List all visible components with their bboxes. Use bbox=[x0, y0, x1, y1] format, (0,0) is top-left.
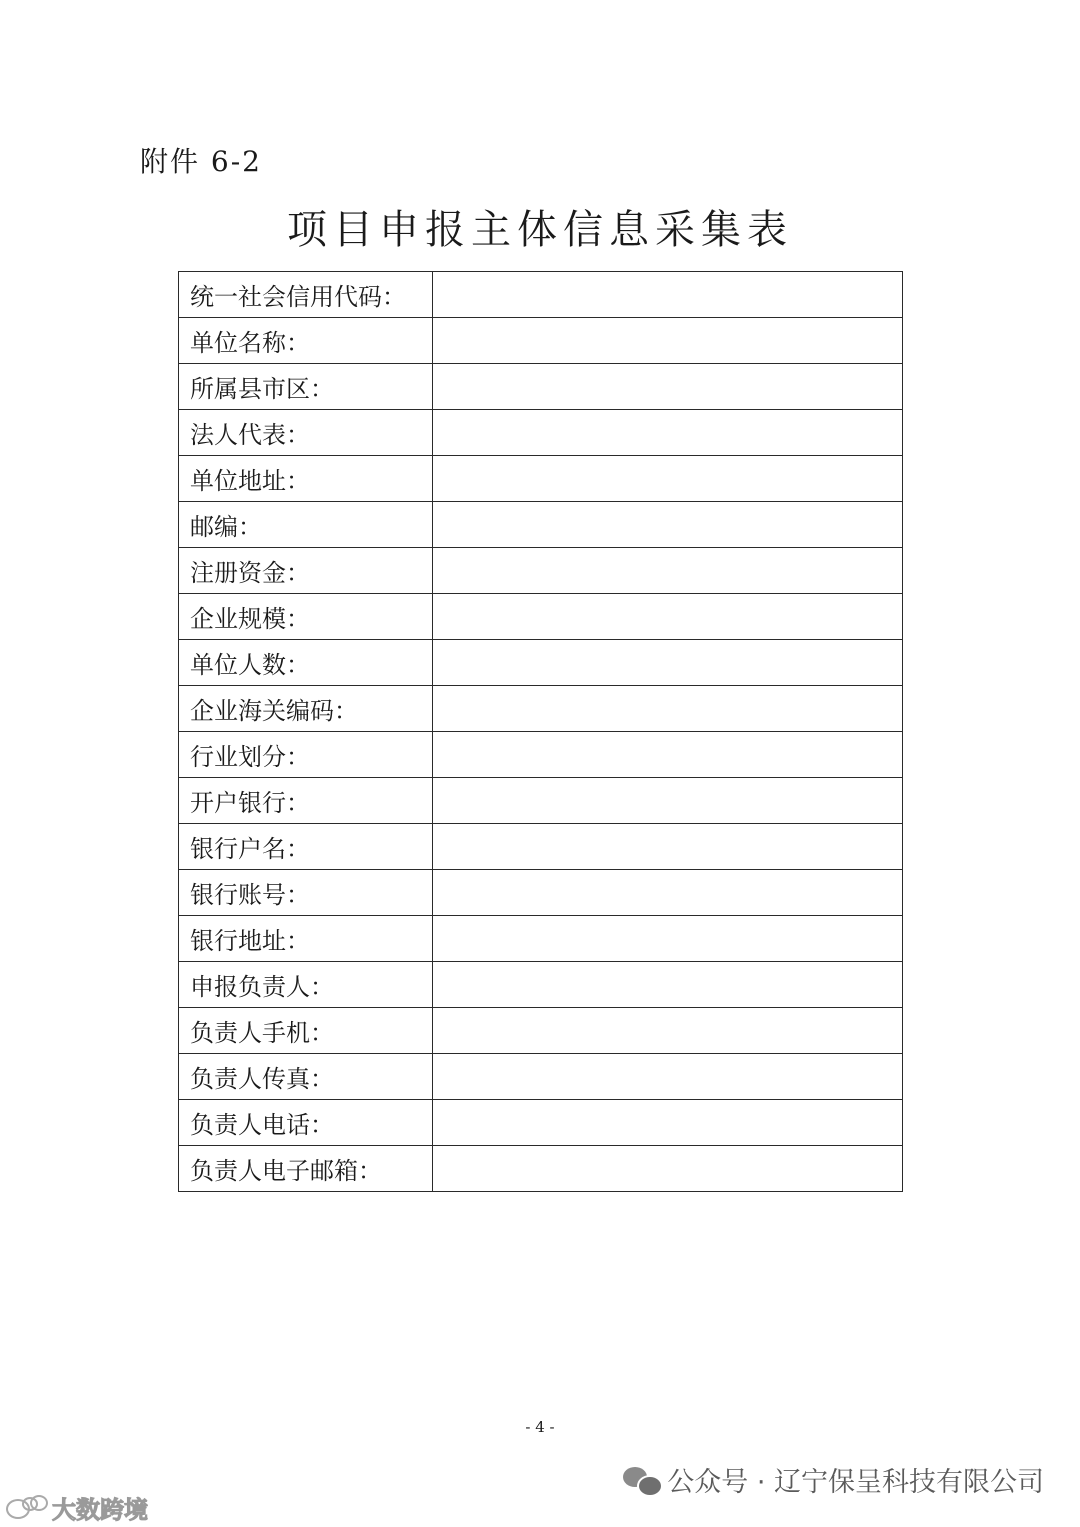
field-value[interactable] bbox=[433, 410, 903, 456]
form-row bbox=[179, 318, 903, 364]
field-value[interactable] bbox=[433, 272, 903, 318]
field-value[interactable] bbox=[433, 456, 903, 502]
field-value[interactable] bbox=[433, 916, 903, 962]
field-label: 申报负责人： bbox=[179, 962, 433, 1008]
form-row bbox=[179, 870, 903, 916]
form-row bbox=[179, 778, 903, 824]
watermark-wechat-text: 公众号 · 辽宁保呈科技有限公司 bbox=[667, 1467, 1044, 1498]
field-label: 邮编： bbox=[179, 502, 433, 548]
watermark-wechat bbox=[623, 1460, 1044, 1499]
field-label: 企业规模： bbox=[179, 594, 433, 640]
form-row bbox=[179, 456, 903, 502]
watermark-brand-text: 大数跨境 bbox=[52, 1496, 148, 1524]
document-title: 项目申报主体信息采集表 bbox=[287, 207, 793, 253]
field-value[interactable] bbox=[433, 870, 903, 916]
field-label: 注册资金： bbox=[179, 548, 433, 594]
form-row bbox=[179, 548, 903, 594]
field-label: 企业海关编码： bbox=[179, 686, 433, 732]
field-label: 单位地址： bbox=[179, 456, 433, 502]
field-label: 单位人数： bbox=[179, 640, 433, 686]
field-value[interactable] bbox=[433, 1054, 903, 1100]
form-row bbox=[179, 1054, 903, 1100]
form-row bbox=[179, 1100, 903, 1146]
form-row bbox=[179, 916, 903, 962]
field-label: 负责人手机： bbox=[179, 1008, 433, 1054]
field-label: 银行地址： bbox=[179, 916, 433, 962]
field-value[interactable] bbox=[433, 548, 903, 594]
field-label: 单位名称： bbox=[179, 318, 433, 364]
field-label: 法人代表： bbox=[179, 410, 433, 456]
form-row bbox=[179, 824, 903, 870]
form-row bbox=[179, 640, 903, 686]
page-number: - 4 - bbox=[525, 1418, 555, 1436]
field-value[interactable] bbox=[433, 318, 903, 364]
weibo-icon bbox=[4, 1495, 48, 1521]
info-form-table bbox=[178, 271, 903, 1192]
field-value[interactable] bbox=[433, 1100, 903, 1146]
field-label: 负责人电话： bbox=[179, 1100, 433, 1146]
form-row bbox=[179, 1008, 903, 1054]
field-value[interactable] bbox=[433, 962, 903, 1008]
form-row bbox=[179, 686, 903, 732]
field-value[interactable] bbox=[433, 1008, 903, 1054]
field-label: 负责人传真： bbox=[179, 1054, 433, 1100]
field-value[interactable] bbox=[433, 824, 903, 870]
field-value[interactable] bbox=[433, 1146, 903, 1192]
form-row bbox=[179, 272, 903, 318]
field-value[interactable] bbox=[433, 686, 903, 732]
form-row bbox=[179, 732, 903, 778]
form-row bbox=[179, 502, 903, 548]
wechat-icon bbox=[623, 1465, 661, 1495]
form-row bbox=[179, 410, 903, 456]
form-row bbox=[179, 364, 903, 410]
attachment-label: 附件 6-2 bbox=[140, 145, 262, 178]
field-label: 所属县市区： bbox=[179, 364, 433, 410]
form-row bbox=[179, 594, 903, 640]
form-row bbox=[179, 962, 903, 1008]
field-value[interactable] bbox=[433, 732, 903, 778]
field-value[interactable] bbox=[433, 594, 903, 640]
field-label: 行业划分： bbox=[179, 732, 433, 778]
field-value[interactable] bbox=[433, 364, 903, 410]
field-value[interactable] bbox=[433, 502, 903, 548]
field-value[interactable] bbox=[433, 640, 903, 686]
watermark-brand bbox=[4, 1490, 148, 1525]
field-label: 统一社会信用代码： bbox=[179, 272, 433, 318]
field-label: 负责人电子邮箱： bbox=[179, 1146, 433, 1192]
field-label: 银行账号： bbox=[179, 870, 433, 916]
field-label: 银行户名： bbox=[179, 824, 433, 870]
field-label: 开户银行： bbox=[179, 778, 433, 824]
field-value[interactable] bbox=[433, 778, 903, 824]
form-row bbox=[179, 1146, 903, 1192]
